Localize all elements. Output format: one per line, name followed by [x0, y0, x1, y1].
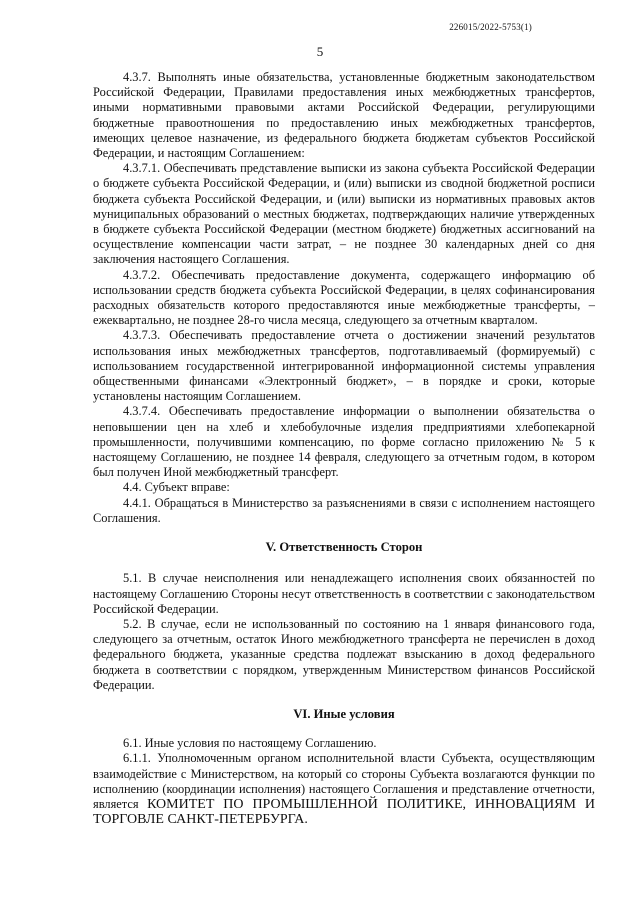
- paragraph-6-1-1: [93, 751, 595, 827]
- paragraph-5-2: 5.2. В случае, если не использованный по состоянию на 1 января финансового года, следующего за отчетным, остаток Иного межбюджетного трансферта не перечислен в доход федерального бюджета, указанные средства подлежат взысканию в доход федерального бюджета в соответствии с порядком, утвержденным Министерством финансов Российской Федерации.: [93, 616, 595, 692]
- paragraph-5-1: 5.1. В случае неисполнения или ненадлежащего исполнения своих обязанностей по настоящему Соглашению Стороны несут ответственность в соответствии с законодательством Российской Федерации.: [93, 571, 595, 616]
- document-body: [93, 70, 595, 827]
- paragraph-4-3-7-3: 4.3.7.3. Обеспечивать предоставление отчета о достижении значений результатов использования иных межбюджетных трансфертов, подготавливаемый (формируемый) с использованием государственной интегрированной информационной системы управления общественными финансами «Электронный бюджет», – в порядке и сроки, которые установлены настоящим Соглашением.: [93, 328, 595, 404]
- paragraph-4-3-7-4: 4.3.7.4. Обеспечивать предоставление информации о выполнении обязательства о неповышении цен на хлеб и хлебобулочные изделия предприятиями хлебопекарной промышленности, получившими компенсацию, по форме согласно приложению № 5 к настоящему Соглашению, не позднее 14 февраля, следующего за отчетным годом, в котором был получен Иной межбюджетный трансферт.: [93, 404, 595, 480]
- paragraph-4-3-7: 4.3.7. Выполнять иные обязательства, установленные бюджетным законодательством Российской Федерации, Правилами предоставления иных межбюджетных трансфертов, иными нормативными правовыми актами Российской Федерации, регулирующими бюджетные правоотношения по предоставлению иных межбюджетных трансфертов, имеющих целевое назначение, из федерального бюджета бюджетам субъектов Российской Федерации, и настоящим Соглашением:: [93, 70, 595, 161]
- paragraph-4-4: 4.4. Субъект вправе:: [123, 480, 230, 495]
- paragraph-4-3-7-2: 4.3.7.2. Обеспечивать предоставление документа, содержащего информацию об использовании средств бюджета субъекта Российской Федерации, в целях софинансирования расходных обязательств которого предоставляются иные межбюджетные трансферты, – ежеквартально, не позднее 28-го числа месяца, следующего за отчетным кварталом.: [93, 267, 595, 328]
- paragraph-4-4-1: 4.4.1. Обращаться в Министерство за разъяснениями в связи с исполнением настоящего Соглашения.: [93, 495, 595, 525]
- section-heading-5: V. Ответственность Сторон: [265, 540, 423, 555]
- section-heading-6: VI. Иные условия: [293, 706, 395, 721]
- paragraph-6-1: 6.1. Иные условия по настоящему Соглашению.: [123, 736, 377, 751]
- document-id: 226015/2022-5753(1): [449, 22, 532, 32]
- paragraph-4-3-7-1: 4.3.7.1. Обеспечивать представление выписки из закона субъекта Российской Федерации о бюджете субъекта Российской Федерации, и (или) выписки из сводной бюджетной росписи бюджета субъекта Российской Федерации, и (или) выписки из нормативных правовых актов муниципальных образований о местных бюджетах, подтверждающих наличие утвержденных в бюджете субъекта Российской Федерации (местном бюджете) бюджетных ассигнований на осуществление компенсации части затрат, – не позднее 30 календарных дней со дня заключения настоящего Соглашения.: [93, 161, 595, 267]
- page-number: 5: [316, 44, 324, 59]
- paragraph-6-1-1-text: 6.1.1. Уполномоченным органом исполнительной власти Субъекта, осуществляющим взаимодействие с Министерством, на который со стороны Субъекта возлагаются функции по исполнению (координации исполнения) настоящего Соглашения и представление отчетности, является: [93, 751, 595, 811]
- authority-name: КОМИТЕТ ПО ПРОМЫШЛЕННОЙ ПОЛИТИКЕ, ИННОВАЦИЯМ И ТОРГОВЛЕ САНКТ-ПЕТЕРБУРГА.: [93, 796, 595, 828]
